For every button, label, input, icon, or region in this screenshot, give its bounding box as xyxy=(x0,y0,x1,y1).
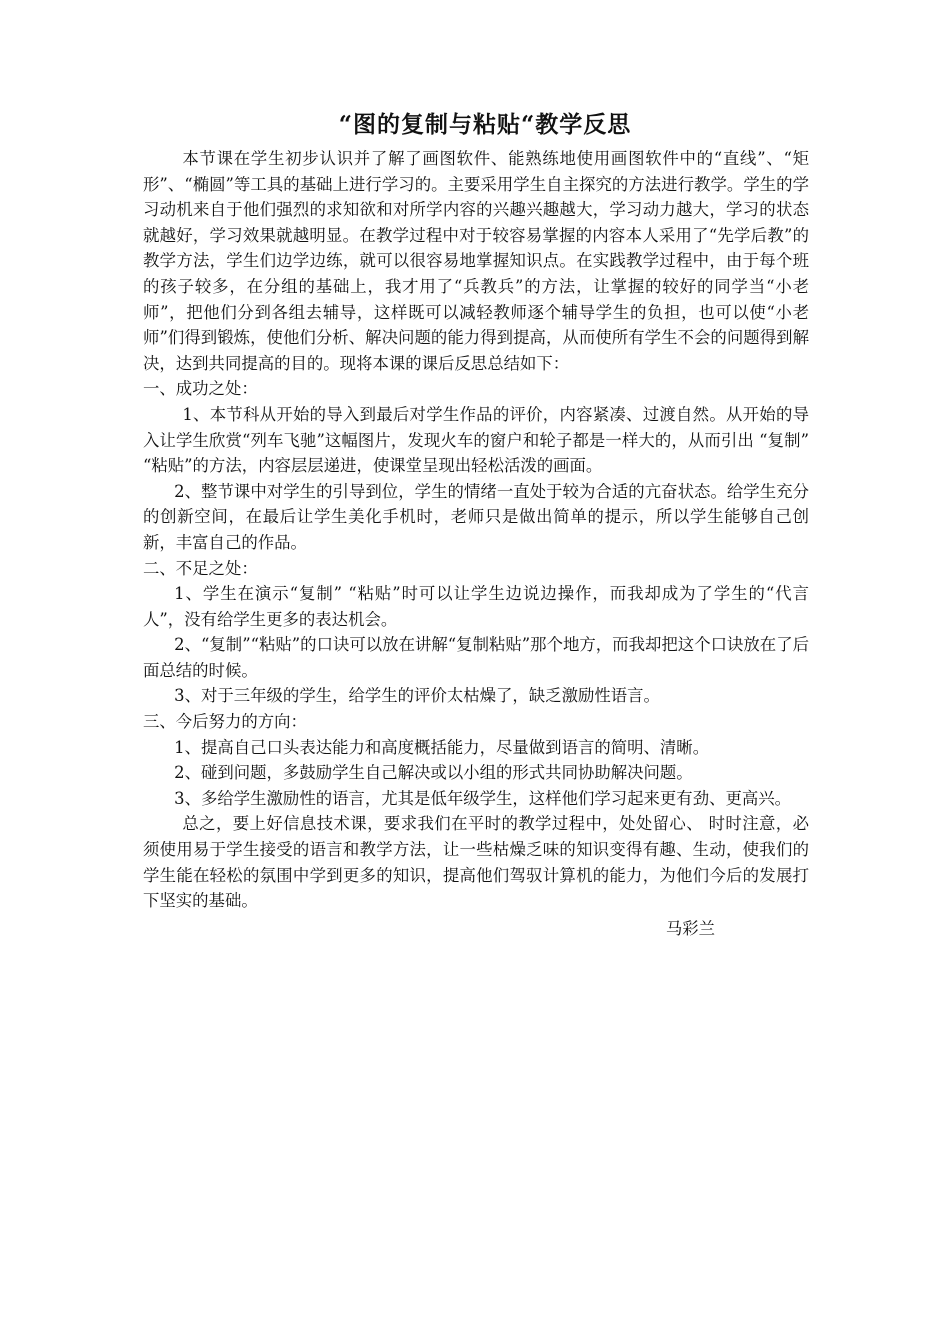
future-item-1: 1、提高自己口头表达能力和高度概括能力，尽量做到语言的简明、清晰。 xyxy=(174,737,710,757)
intro-paragraph: 本节课在学生初步认识并了解了画图软件、能熟练地使用画图软件中的“直线”、“矩形”、“椭圆”等工具的基础上进行学习的。主要采用学生自主探究的方法进行教学。学生的学习动机来自于他们强烈的求知欲和对所学内容的兴趣兴趣越大，学习动力越大，学习的状态就越好，学习效果就越明显。在教学过程中对于较容易掌握的内容本人采用了“先学后教”的教学方法，学生们边学边练，就可以很容易地掌握知识点。在实践教学过程中，由于每个班的孩子较多，在分组的基础上，我才用了“兵教兵”的方法，让掌握的较好的同学当“小老师”，把他们分到各组去辅导，这样既可以减轻教师逐个辅导学生的负担，也可以使“小老师”们得到锻炼，使他们分析、解决问题的能力得到提高，从而使所有学生不会的问题得到解决，达到共同提高的目的。现将本课的课后反思总结如下： xyxy=(143,149,809,373)
success-item-2: 2、整节课中对学生的引导到位，学生的情绪一直处于较为合适的亢奋状态。给学生充分的创新空间，在最后让学生美化手机时，老师只是做出简单的提示，所以学生能够自己创新，丰富自己的作品。 xyxy=(143,481,809,552)
document-page xyxy=(143,108,809,941)
section-heading-shortcomings: 二、不足之处： xyxy=(143,558,258,578)
section-heading-future: 三、今后努力的方向： xyxy=(143,712,307,732)
shortcoming-item-2: 2、“复制”“粘贴”的口诀可以放在讲解“复制粘贴”那个地方，而我却把这个口诀放在了后面总结的时候。 xyxy=(143,635,809,680)
success-item-1: 1、本节科从开始的导入到最后对学生作品的评价，内容紧凑、过渡自然。从开始的导入让学生欣赏“列车飞驰”这幅图片，发现火车的窗户和轮子都是一样大的，从而引出 “复制” “粘贴”的方法，内容层层递进，使课堂呈现出轻松活泼的画面。 xyxy=(143,404,809,476)
conclusion-paragraph: 总之，要上好信息技术课，要求我们在平时的教学过程中，处处留心、 时时注意，必须使用易于学生接受的语言和教学方法，让一些枯燥乏味的知识变得有趣、生动，使我们的学生能在轻松的氛围中学到更多的知识，提高他们驾驭计算机的能力，为他们今后的发展打下坚实的基础。 xyxy=(143,814,809,911)
author-signature: 马彩兰 xyxy=(665,918,715,938)
section-heading-success: 一、成功之处： xyxy=(143,379,258,399)
future-item-2: 2、碰到问题，多鼓励学生自己解决或以小组的形式共同协助解决问题。 xyxy=(174,763,693,783)
document-title: “图的复制与粘贴“教学反思 xyxy=(338,111,632,138)
future-item-3: 3、多给学生激励性的语言，尤其是低年级学生，这样他们学习起来更有劲、更高兴。 xyxy=(174,788,792,808)
shortcoming-item-1: 1、学生在演示“复制” “粘贴”时可以让学生边说边操作，而我却成为了学生的“代言人”，没有给学生更多的表达机会。 xyxy=(143,584,809,629)
shortcoming-item-3: 3、对于三年级的学生，给学生的评价太枯燥了，缺乏激励性语言。 xyxy=(174,686,660,706)
